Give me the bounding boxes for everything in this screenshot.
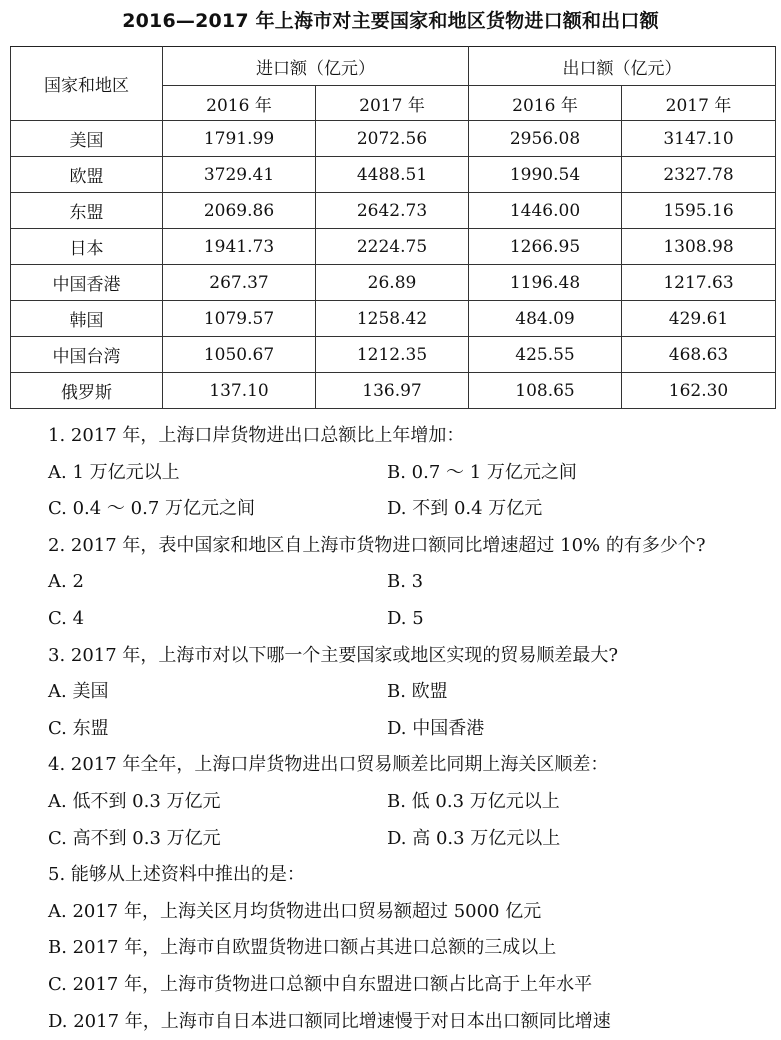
question-text: 4. 2017 年全年，上海口岸货物进出口贸易顺差比同期上海关区顺差： — [48, 747, 768, 784]
table-row — [11, 193, 776, 229]
export-2017-cell: 468.63 — [622, 337, 776, 373]
export-2016-cell: 1266.95 — [469, 229, 622, 265]
import-2016-cell: 137.10 — [163, 373, 316, 409]
import-2016-cell: 2069.86 — [163, 193, 316, 229]
region-cell: 东盟 — [11, 193, 163, 229]
question-text: 2. 2017 年，表中国家和地区自上海市货物进口额同比增速超过 10% 的有多少个? — [48, 528, 768, 565]
export-2016-cell: 1446.00 — [469, 193, 622, 229]
option-row — [48, 601, 768, 638]
export-2017-cell: 2327.78 — [622, 157, 776, 193]
answer-option[interactable]: C. 0.4 ～ 0.7 万亿元之间 — [48, 491, 255, 528]
answer-option[interactable]: C. 高不到 0.3 万亿元 — [48, 821, 221, 858]
table-row — [11, 373, 776, 409]
year-header: 2017 年 — [316, 86, 469, 121]
answer-option[interactable]: D. 5 — [387, 601, 424, 638]
table-row — [11, 337, 776, 373]
answer-option[interactable]: B. 0.7 ～ 1 万亿元之间 — [387, 455, 577, 492]
table-row — [11, 265, 776, 301]
import-2016-cell: 1791.99 — [163, 121, 316, 157]
import-2017-cell: 136.97 — [316, 373, 469, 409]
import-2016-cell: 1079.57 — [163, 301, 316, 337]
export-2016-cell: 108.65 — [469, 373, 622, 409]
question-text: 5. 能够从上述资料中推出的是： — [48, 857, 768, 894]
answer-option[interactable]: D. 高 0.3 万亿元以上 — [387, 821, 560, 858]
import-2017-cell: 1258.42 — [316, 301, 469, 337]
export-2017-cell: 3147.10 — [622, 121, 776, 157]
option-row — [48, 455, 768, 492]
answer-option[interactable]: A. 2017 年，上海关区月均货物进出口贸易额超过 5000 亿元 — [48, 894, 768, 931]
table-row — [11, 157, 776, 193]
trade-table — [10, 46, 776, 409]
option-row — [48, 564, 768, 601]
region-cell: 日本 — [11, 229, 163, 265]
region-header: 国家和地区 — [11, 47, 163, 121]
answer-option[interactable]: D. 中国香港 — [387, 711, 484, 748]
answer-option[interactable]: D. 不到 0.4 万亿元 — [387, 491, 542, 528]
page-title: 2016—2017 年上海市对主要国家和地区货物进口额和出口额 — [0, 6, 781, 33]
import-2017-cell: 26.89 — [316, 265, 469, 301]
table-row — [11, 229, 776, 265]
question-text: 1. 2017 年，上海口岸货物进出口总额比上年增加： — [48, 418, 768, 455]
question-list — [48, 418, 768, 1040]
export-2017-cell: 1308.98 — [622, 229, 776, 265]
answer-option[interactable]: A. 低不到 0.3 万亿元 — [48, 784, 221, 821]
year-header: 2016 年 — [163, 86, 316, 121]
question-text: 3. 2017 年，上海市对以下哪一个主要国家或地区实现的贸易顺差最大? — [48, 638, 768, 675]
export-2016-cell: 1196.48 — [469, 265, 622, 301]
export-2017-cell: 1595.16 — [622, 193, 776, 229]
answer-option[interactable]: A. 2 — [48, 564, 84, 601]
import-2017-cell: 2072.56 — [316, 121, 469, 157]
region-cell: 欧盟 — [11, 157, 163, 193]
region-cell: 韩国 — [11, 301, 163, 337]
answer-option[interactable]: C. 东盟 — [48, 711, 109, 748]
answer-option[interactable]: A. 1 万亿元以上 — [48, 455, 180, 492]
option-row — [48, 711, 768, 748]
option-row — [48, 674, 768, 711]
import-2017-cell: 2642.73 — [316, 193, 469, 229]
table-row — [11, 121, 776, 157]
answer-option[interactable]: C. 4 — [48, 601, 84, 638]
option-row — [48, 491, 768, 528]
answer-option[interactable]: A. 美国 — [48, 674, 108, 711]
region-cell: 中国香港 — [11, 265, 163, 301]
import-2017-cell: 1212.35 — [316, 337, 469, 373]
export-2017-cell: 1217.63 — [622, 265, 776, 301]
region-cell: 美国 — [11, 121, 163, 157]
year-header: 2017 年 — [622, 86, 776, 121]
import-2016-cell: 1941.73 — [163, 229, 316, 265]
option-row — [48, 821, 768, 858]
import-2016-cell: 3729.41 — [163, 157, 316, 193]
answer-option[interactable]: C. 2017 年，上海市货物进口总额中自东盟进口额占比高于上年水平 — [48, 967, 768, 1004]
export-2017-cell: 429.61 — [622, 301, 776, 337]
region-cell: 俄罗斯 — [11, 373, 163, 409]
import-2017-cell: 4488.51 — [316, 157, 469, 193]
option-row — [48, 784, 768, 821]
answer-option[interactable]: D. 2017 年，上海市自日本进口额同比增速慢于对日本出口额同比增速 — [48, 1004, 768, 1040]
export-2017-cell: 162.30 — [622, 373, 776, 409]
import-2016-cell: 1050.67 — [163, 337, 316, 373]
export-2016-cell: 1990.54 — [469, 157, 622, 193]
table-row — [11, 301, 776, 337]
answer-option[interactable]: B. 欧盟 — [387, 674, 448, 711]
import-header: 进口额（亿元） — [163, 47, 469, 86]
export-2016-cell: 425.55 — [469, 337, 622, 373]
export-header: 出口额（亿元） — [469, 47, 776, 86]
import-2016-cell: 267.37 — [163, 265, 316, 301]
answer-option[interactable]: B. 3 — [387, 564, 423, 601]
import-2017-cell: 2224.75 — [316, 229, 469, 265]
export-2016-cell: 2956.08 — [469, 121, 622, 157]
region-cell: 中国台湾 — [11, 337, 163, 373]
year-header: 2016 年 — [469, 86, 622, 121]
export-2016-cell: 484.09 — [469, 301, 622, 337]
answer-option[interactable]: B. 低 0.3 万亿元以上 — [387, 784, 560, 821]
answer-option[interactable]: B. 2017 年，上海市自欧盟货物进口额占其进口总额的三成以上 — [48, 930, 768, 967]
